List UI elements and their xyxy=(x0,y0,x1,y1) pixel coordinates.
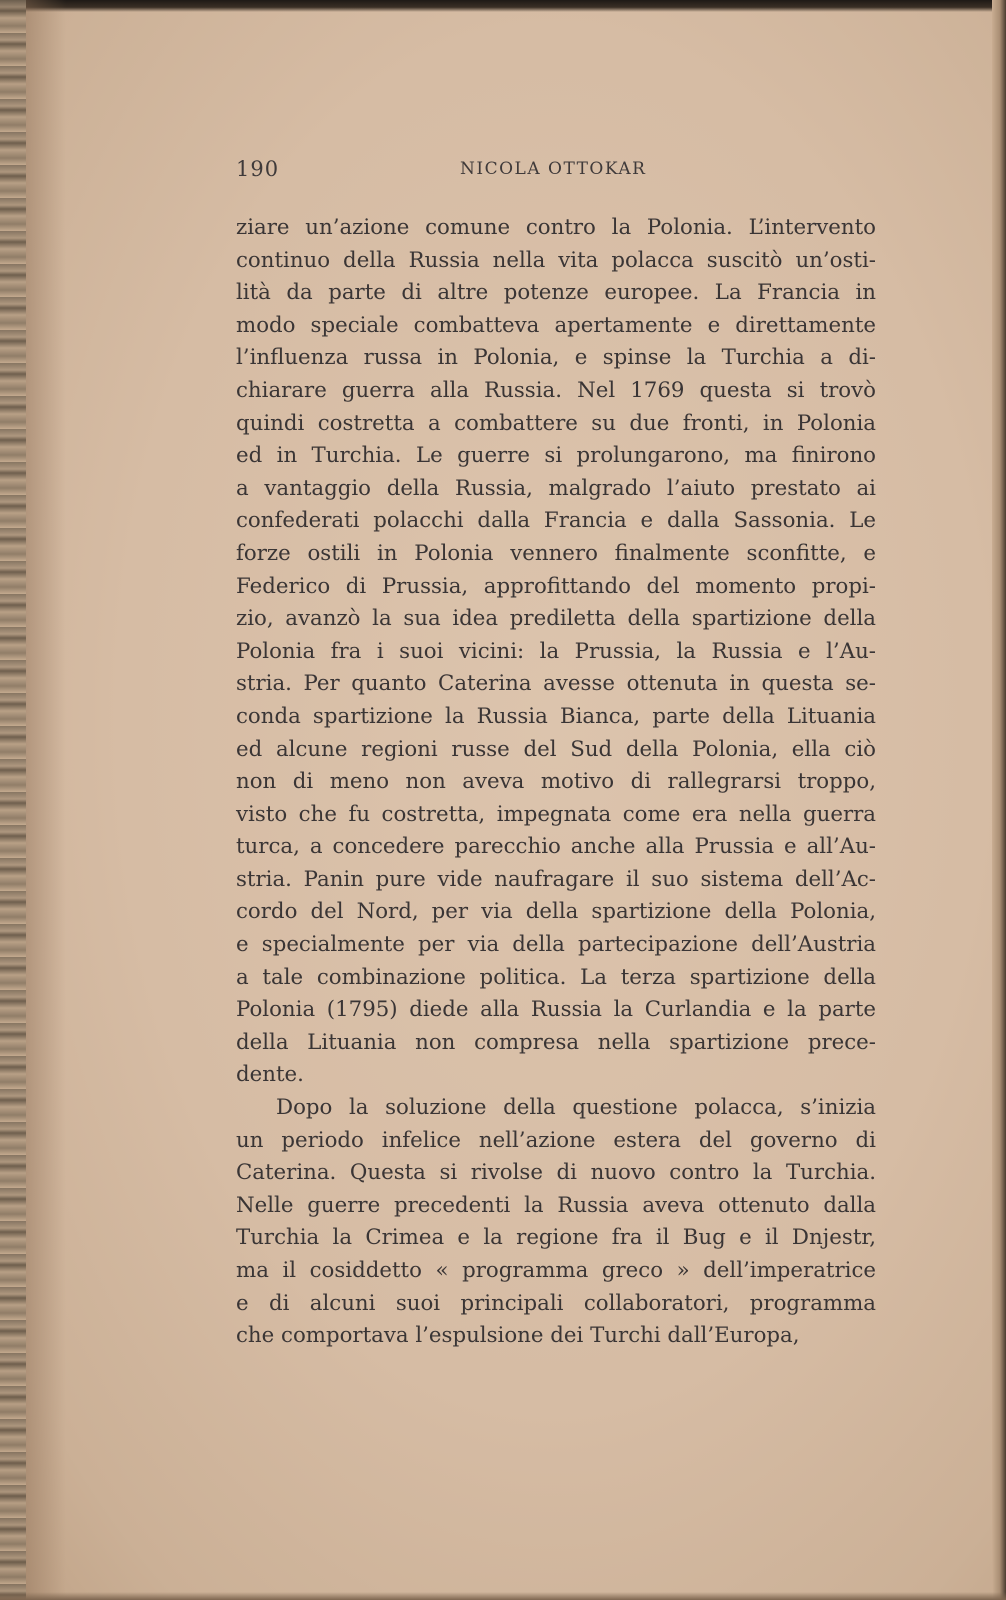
text-line: visto che fu costretta, impegnata come era nella guerra xyxy=(236,801,876,827)
text-line: stria. Per quanto Caterina avesse ottenuta in questa se- xyxy=(236,671,876,697)
text-line: ma il cosiddetto « programma greco » dell’imperatrice xyxy=(236,1258,876,1283)
text-line: e di alcuni suoi principali collaboratori, programma xyxy=(236,1290,876,1316)
running-title: NICOLA OTTOKAR xyxy=(460,159,647,179)
text-line: ziare un’azione comune contro la Polonia. L’intervento xyxy=(236,215,876,240)
text-line: non di meno non aveva motivo di rallegrarsi troppo, xyxy=(236,769,876,795)
body-text xyxy=(236,212,876,1353)
text-line: quindi costretta a combattere su due fronti, in Polonia xyxy=(236,410,876,436)
text-line: l’influenza russa in Polonia, e spinse la Turchia a di- xyxy=(236,345,876,371)
text-line: stria. Panin pure vide naufragare il suo sistema dell’Ac- xyxy=(236,866,876,892)
paragraph-1 xyxy=(236,212,876,1092)
text-line: Caterina. Questa si rivolse di nuovo contro la Turchia. xyxy=(236,1160,876,1186)
paragraph-2 xyxy=(236,1092,876,1353)
text-line: e specialmente per via della partecipazione dell’Austria xyxy=(236,932,876,958)
text-line: confederati polacchi dalla Francia e dalla Sassonia. Le xyxy=(236,508,876,534)
text-line: a vantaggio della Russia, malgrado l’aiuto prestato ai xyxy=(236,475,876,501)
binding-shadow xyxy=(26,0,66,1600)
text-line: della Lituania non compresa nella spartizione prece- xyxy=(236,1029,876,1055)
text-line: conda spartizione la Russia Bianca, parte della Lituania xyxy=(236,703,876,729)
text-line: ed alcune regioni russe del Sud della Polonia, ella ciò xyxy=(236,736,876,762)
text-line: un periodo infelice nell’azione estera del governo di xyxy=(236,1127,876,1153)
text-line: modo speciale combatteva apertamente e direttamente xyxy=(236,312,876,338)
text-line: che comportava l’espulsione dei Turchi dall’Europa, xyxy=(236,1323,800,1349)
text-line: turca, a concedere parecchio anche alla Prussia e all’Au- xyxy=(236,834,876,860)
text-line: chiarare guerra alla Russia. Nel 1769 questa si trovò xyxy=(236,377,876,403)
page-binding-edge xyxy=(0,0,26,1600)
text-line: continuo della Russia nella vita polacca suscitò un’osti- xyxy=(236,247,876,273)
running-head xyxy=(236,157,876,183)
text-line: ed in Turchia. Le guerre si prolungarono, ma finirono xyxy=(236,443,876,469)
text-line: a tale combinazione politica. La terza spartizione della xyxy=(236,964,876,990)
text-line: Nelle guerre precedenti la Russia aveva ottenuto dalla xyxy=(236,1192,876,1218)
page-right-edge xyxy=(992,0,1006,1600)
text-line: Federico di Prussia, approfittando del momento propi- xyxy=(236,573,876,599)
page-number: 190 xyxy=(236,157,280,181)
text-line: forze ostili in Polonia vennero finalmente sconfitte, e xyxy=(236,540,876,566)
text-line: Dopo la soluzione della questione polacca, s’inizia xyxy=(276,1095,876,1121)
text-line: Turchia la Crimea e la regione fra il Bug e il Dnjestr, xyxy=(236,1225,876,1251)
text-line: dente. xyxy=(236,1062,304,1088)
text-line: Polonia (1795) diede alla Russia la Curlandia e la parte xyxy=(236,997,876,1023)
page-bottom-edge xyxy=(0,1592,1006,1600)
page-top-edge xyxy=(0,0,1006,12)
text-line: lità da parte di altre potenze europee. La Francia in xyxy=(236,280,876,306)
text-line: cordo del Nord, per via della spartizione della Polonia, xyxy=(236,899,876,925)
text-line: Polonia fra i suoi vicini: la Prussia, la Russia e l’Au- xyxy=(236,638,876,664)
text-line: zio, avanzò la sua idea prediletta della spartizione della xyxy=(236,606,876,632)
